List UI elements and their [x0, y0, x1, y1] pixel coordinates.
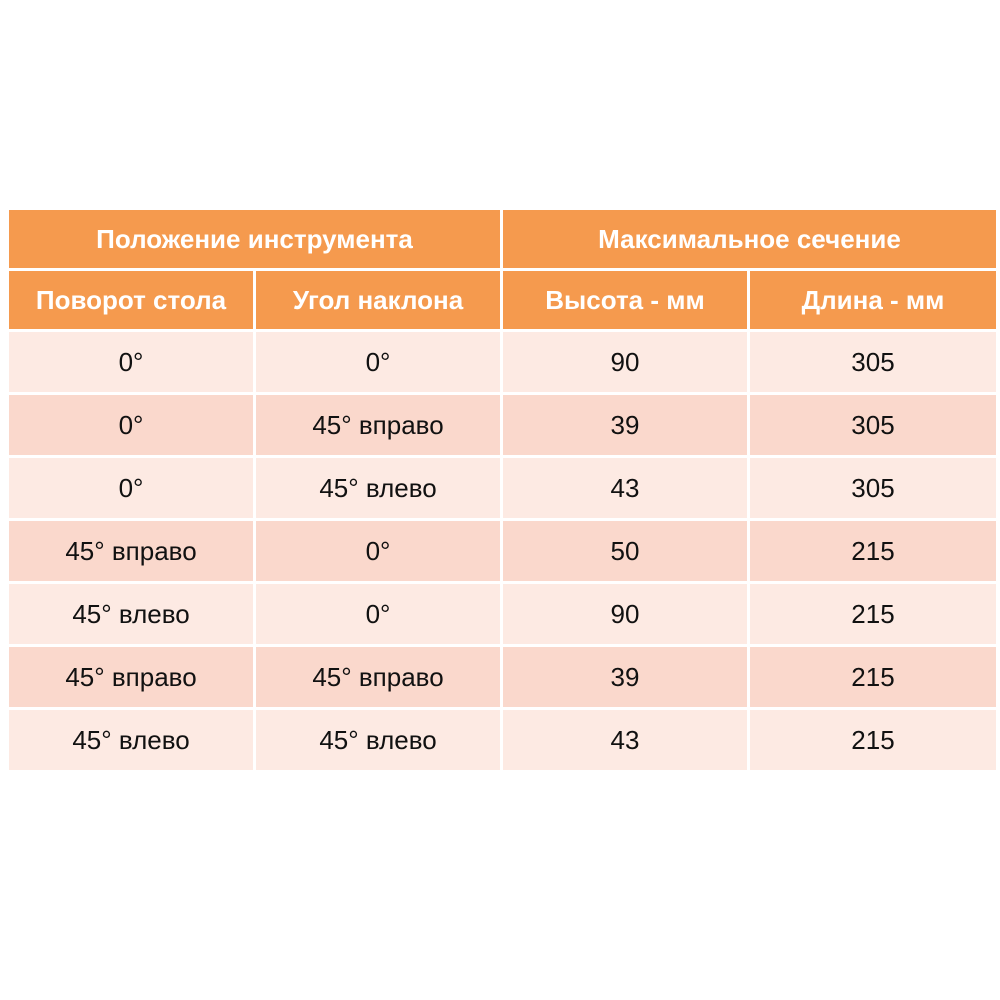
cell-length: 215 — [749, 520, 998, 583]
table-header — [8, 209, 998, 331]
cell-length: 215 — [749, 583, 998, 646]
column-header-table-rotation: Поворот стола — [8, 270, 255, 331]
cell-length: 215 — [749, 709, 998, 772]
cell-length: 305 — [749, 457, 998, 520]
cutting-capacity-table — [6, 207, 999, 773]
cell-tilt: 45° влево — [255, 709, 502, 772]
cell-height: 43 — [502, 457, 749, 520]
cell-tilt: 0° — [255, 583, 502, 646]
column-header-tilt-angle: Угол наклона — [255, 270, 502, 331]
table-body — [8, 331, 998, 772]
column-header-length: Длина - мм — [749, 270, 998, 331]
group-header-tool-position: Положение инструмента — [8, 209, 502, 270]
table-row — [8, 709, 998, 772]
cell-height: 39 — [502, 394, 749, 457]
cell-rotation: 0° — [8, 394, 255, 457]
table-row — [8, 583, 998, 646]
cell-tilt: 45° вправо — [255, 646, 502, 709]
cell-tilt: 0° — [255, 520, 502, 583]
cell-height: 50 — [502, 520, 749, 583]
cutting-capacity-table-wrapper — [6, 207, 996, 773]
column-header-height: Высота - мм — [502, 270, 749, 331]
cell-tilt: 45° влево — [255, 457, 502, 520]
group-header-row — [8, 209, 998, 270]
cell-height: 43 — [502, 709, 749, 772]
cell-rotation: 0° — [8, 457, 255, 520]
table-row — [8, 646, 998, 709]
table-row — [8, 520, 998, 583]
table-row — [8, 394, 998, 457]
cell-height: 90 — [502, 583, 749, 646]
cell-height: 90 — [502, 331, 749, 394]
cell-tilt: 45° вправо — [255, 394, 502, 457]
cell-rotation: 45° влево — [8, 583, 255, 646]
table-row — [8, 331, 998, 394]
column-header-row — [8, 270, 998, 331]
group-header-max-section: Максимальное сечение — [502, 209, 998, 270]
cell-rotation: 0° — [8, 331, 255, 394]
cell-length: 215 — [749, 646, 998, 709]
cell-length: 305 — [749, 331, 998, 394]
table-row — [8, 457, 998, 520]
cell-rotation: 45° вправо — [8, 520, 255, 583]
cell-rotation: 45° влево — [8, 709, 255, 772]
cell-height: 39 — [502, 646, 749, 709]
cell-length: 305 — [749, 394, 998, 457]
cell-rotation: 45° вправо — [8, 646, 255, 709]
cell-tilt: 0° — [255, 331, 502, 394]
